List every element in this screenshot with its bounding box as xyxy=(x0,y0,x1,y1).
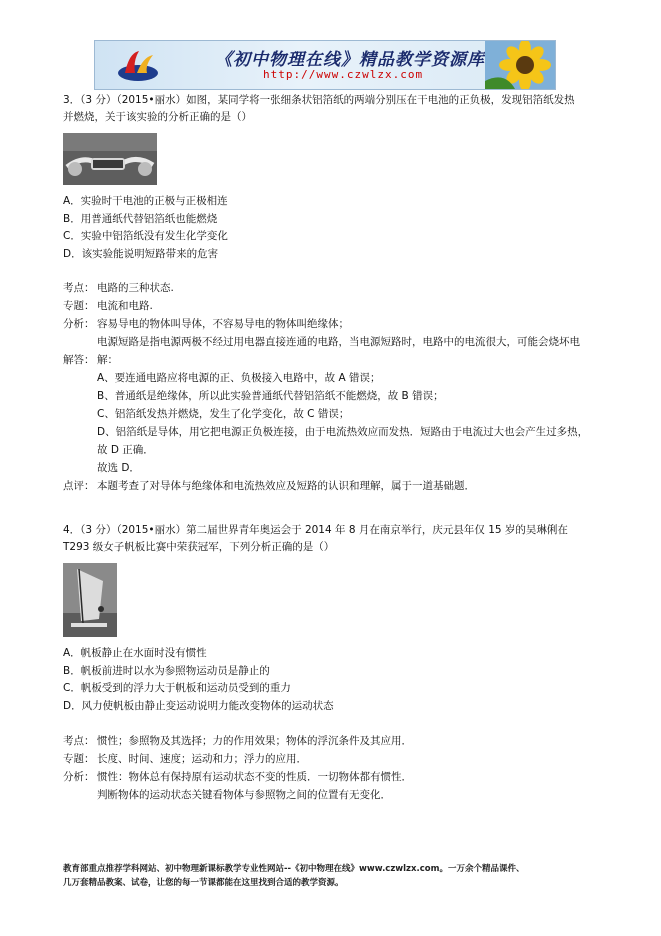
q4-option-d[interactable]: D．风力使帆板由静止变运动说明力能改变物体的运动状态 xyxy=(63,699,334,712)
site-logo-icon xyxy=(115,47,161,83)
q4-fenxi-label: 分析： xyxy=(63,771,95,783)
battery-foil-photo-icon xyxy=(63,133,157,185)
q3-analysis xyxy=(63,279,593,495)
q4-zhuanti-label: 专题： xyxy=(63,753,95,765)
q4-option-b[interactable]: B．帆板前进时以水为参照物运动员是静止的 xyxy=(63,664,270,677)
q4-options xyxy=(63,645,583,715)
q3-fenxi-1: 容易导电的物体叫导体，不容易导电的物体叫绝缘体； xyxy=(97,318,349,330)
q4-option-c[interactable]: C．帆板受到的浮力大于帆板和运动员受到的重力 xyxy=(63,682,291,694)
q3-jieda-b: B、普通纸是绝缘体，所以此实验普通纸代替铝箔纸不能燃烧，故 B 错误； xyxy=(97,390,444,402)
q4-option-a[interactable]: A．帆板静止在水面时没有惯性 xyxy=(63,647,207,659)
banner-title: 《初中物理在线》精品教学资源库 xyxy=(215,50,485,70)
q3-zhuanti: 电流和电路. xyxy=(97,300,153,312)
q3-dianping: 本题考查了对导体与绝缘体和电流热效应及短路的认识和理解，属于一道基础题． xyxy=(97,480,475,492)
q3-jieda-a: A、要连通电路应将电源的正、负极接入电路中，故 A 错误； xyxy=(97,372,381,384)
footer-line-2: 几万套精品教案、试卷，让您的每一节课都能在这里找到合适的教学资源。 xyxy=(63,878,344,888)
q3-options xyxy=(63,193,583,263)
q3-kaodian-label: 考点： xyxy=(63,282,95,294)
sunflower-icon xyxy=(485,41,555,89)
banner-url[interactable]: http://www.czwlzx.com xyxy=(263,68,424,81)
q3-jieda-0: 解： xyxy=(97,354,118,366)
q3-option-d[interactable]: D．该实验能说明短路带来的危害 xyxy=(63,247,219,260)
q4-figure xyxy=(63,563,117,637)
q4-fenxi-1: 惯性：物体总有保持原有运动状态不变的性质．一切物体都有惯性． xyxy=(97,771,412,783)
q4-kaodian-label: 考点： xyxy=(63,735,95,747)
q3-jieda-e: 故选 D． xyxy=(97,462,140,474)
q3-option-a[interactable]: A．实验时干电池的正极与正极相连 xyxy=(63,195,228,207)
q3-jieda-d: D、铝箔纸是导体，用它把电源正负极连接，由于电流热效应而发热．短路由于电流过大也会产生过多热，故 D 正确． xyxy=(97,426,589,456)
q3-fenxi-label: 分析： xyxy=(63,318,95,330)
q3-jieda-c: C、铝箔纸发热并燃烧，发生了化学变化，故 C 错误； xyxy=(97,408,350,420)
q3-stem: 3．（3 分）（2015•丽水）如图，某同学将一张细条状铝箔纸的两端分别压在干电池的正负极，发现铝箔纸发热并燃烧，关于该实验的分析正确的是（） xyxy=(63,94,575,123)
q3-dianping-label: 点评： xyxy=(63,480,95,492)
q3-kaodian: 电路的三种状态. xyxy=(97,282,174,294)
q4-stem: 4．（3 分）（2015•丽水）第二届世界青年奥运会于 2014 年 8 月在南京举行，庆元县年仅 15 岁的吴琳俐在 T293 级女子帆板比赛中荣获冠军，下列分析正确的是（） xyxy=(63,524,568,553)
q3-figure xyxy=(63,133,157,185)
page-footer xyxy=(63,862,603,890)
footer-line-1: 教育部重点推荐学科网站、初中物理新课标教学专业性网站--《初中物理在线》www.czwlzx.com。一万余个精品课件、 xyxy=(63,864,525,874)
q3-fenxi-2: 电源短路是指电源两极不经过用电器直接连通的电路，当电源短路时，电路中的电流很大，可能会烧坏电 xyxy=(97,336,580,348)
q3-option-c[interactable]: C．实验中铝箔纸没有发生化学变化 xyxy=(63,230,228,242)
q3-zhuanti-label: 专题： xyxy=(63,300,95,312)
site-banner xyxy=(94,40,556,90)
windsurf-photo-icon xyxy=(63,563,117,637)
q4-fenxi-2: 判断物体的运动状态关键看物体与参照物之间的位置有无变化． xyxy=(97,789,391,801)
q4-analysis xyxy=(63,732,593,804)
q3-jieda-label: 解答： xyxy=(63,354,95,366)
q4-zhuanti: 长度、时间、速度；运动和力；浮力的应用． xyxy=(97,753,307,765)
q4-kaodian: 惯性；参照物及其选择；力的作用效果；物体的浮沉条件及其应用． xyxy=(97,735,412,747)
q3-option-b[interactable]: B．用普通纸代替铝箔纸也能燃烧 xyxy=(63,212,218,225)
